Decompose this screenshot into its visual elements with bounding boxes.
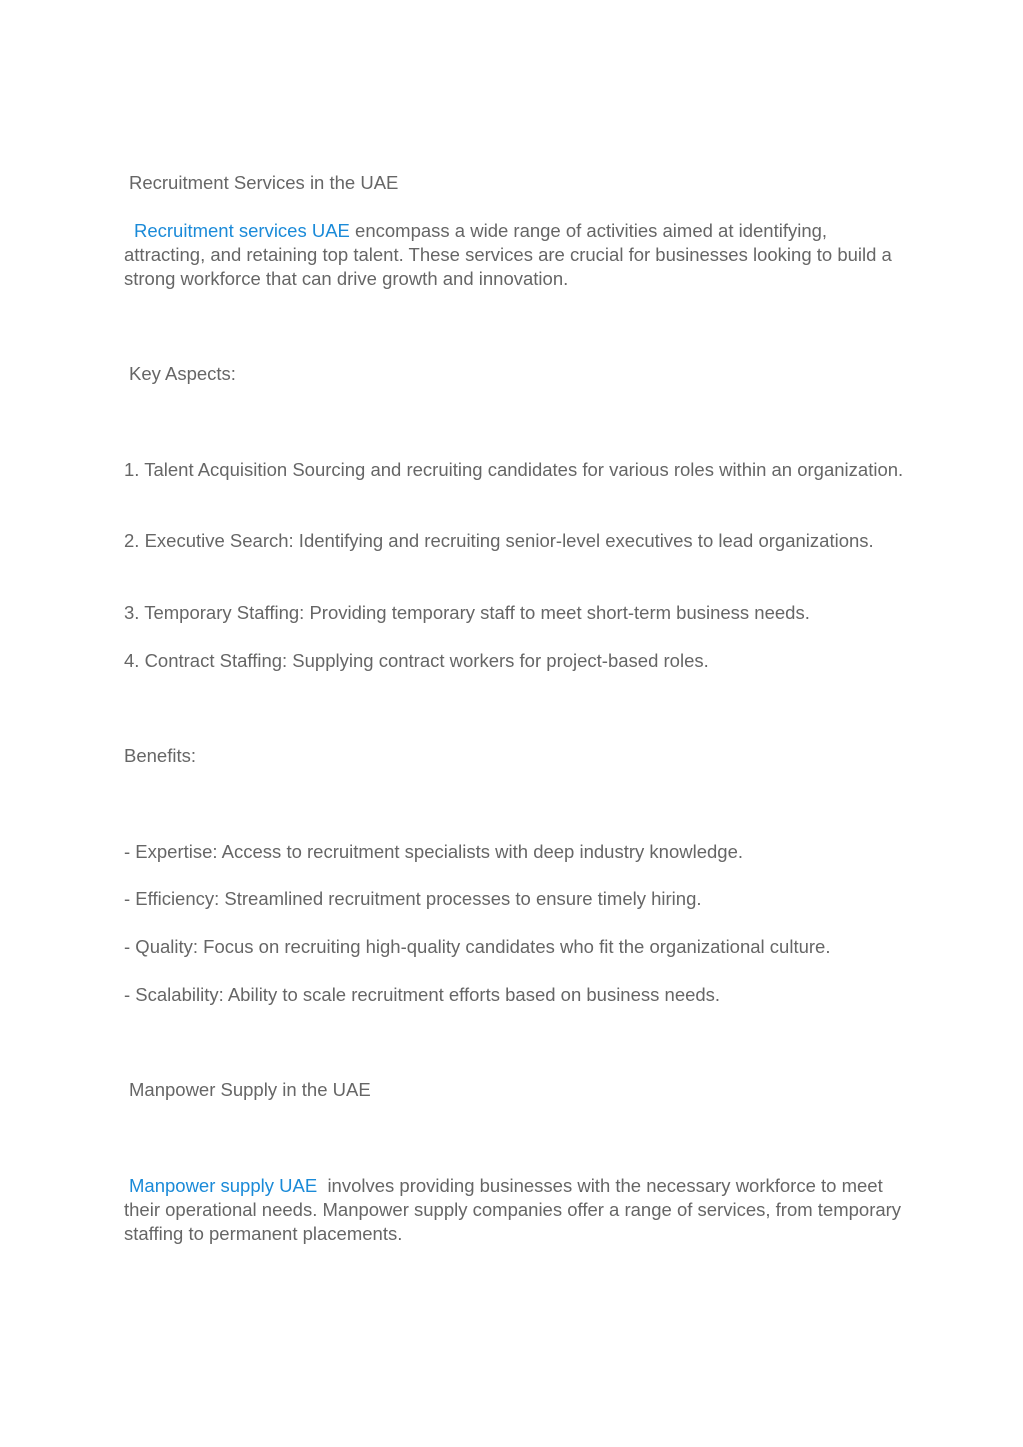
- benefit-item: - Expertise: Access to recruitment specialists with deep industry knowledge.: [124, 841, 744, 862]
- manpower-supply-link[interactable]: Manpower supply UAE: [129, 1175, 318, 1196]
- manpower-heading: Manpower Supply in the UAE: [129, 1079, 371, 1100]
- recruitment-intro-paragraph: [124, 219, 904, 291]
- benefits-heading: Benefits:: [124, 745, 196, 766]
- recruitment-heading: Recruitment Services in the UAE: [129, 172, 399, 193]
- benefit-item: - Efficiency: Streamlined recruitment processes to ensure timely hiring.: [124, 888, 702, 909]
- benefit-item: - Scalability: Ability to scale recruitment efforts based on business needs.: [124, 984, 721, 1005]
- manpower-intro-paragraph: [124, 1174, 907, 1246]
- recruitment-intro-text: encompass a wide range of activities aimed at identifying, attracting, and retaining top talent. These services are crucial for businesses looking to build a strong workforce that can drive growth and innovation.: [124, 220, 892, 289]
- benefit-item: - Quality: Focus on recruiting high-quality candidates who fit the organizational culture.: [124, 936, 831, 957]
- key-aspect-item: 2. Executive Search: Identifying and recruiting senior-level executives to lead organizations.: [124, 530, 874, 551]
- key-aspect-item: 1. Talent Acquisition Sourcing and recruiting candidates for various roles within an organization.: [124, 459, 904, 480]
- key-aspect-item: 3. Temporary Staffing: Providing temporary staff to meet short-term business needs.: [124, 602, 810, 623]
- key-aspect-item: 4. Contract Staffing: Supplying contract workers for project-based roles.: [124, 650, 709, 671]
- key-aspects-heading: Key Aspects:: [129, 363, 236, 384]
- recruitment-services-link[interactable]: Recruitment services UAE: [134, 220, 350, 241]
- manpower-intro-text: involves providing businesses with the necessary workforce to meet their operational needs. Manpower supply companies offer a range of services, from temporary staffing to permanent placements.: [124, 1175, 907, 1244]
